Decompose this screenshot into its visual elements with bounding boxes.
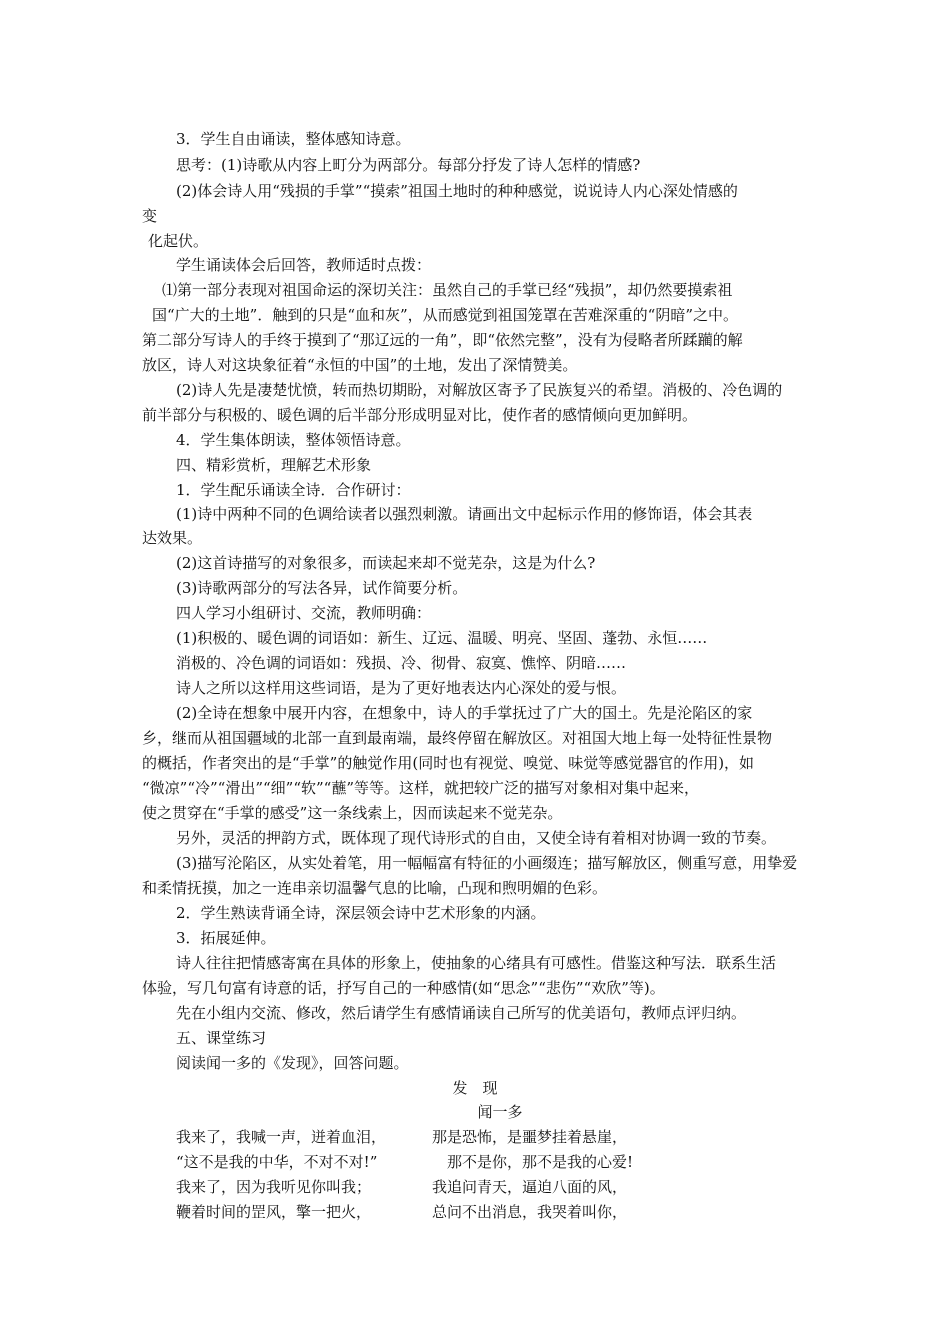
text-line: ⑴第一部分表现对祖国命运的深切关注：虽然自己的手掌已经“残损”，却仍然要摸索祖 [162,281,733,299]
text-line: (3)描写沦陷区，从实处着笔，用一幅幅富有特征的小画缀连；描写解放区，侧重写意，用挚爱 [176,854,798,872]
text-line: “微凉”“冷”“滑出”“细”“软”“蘸”等等。这样，就把较广泛的描写对象相对集中起来， [142,779,700,797]
text-line: 变 [142,207,158,225]
poem-title: 发 现 [452,1079,498,1097]
text-line: 体验，写几句富有诗意的话，抒写自己的一种感情(如“思念”“悲伤”“欢欣”等)。 [142,979,665,997]
text-line: 3．拓展延伸。 [176,929,276,947]
text-line: 放区，诗人对这块象征着“永恒的中国”的土地，发出了深情赞美。 [142,356,578,374]
section-heading: 五、课堂练习 [176,1029,267,1047]
text-line: 先在小组内交流、修改，然后请学生有感情诵读自己所写的优美语句，教师点评归纳。 [176,1004,747,1022]
poem-line-right: 那是恐怖，是噩梦挂着悬崖， [432,1128,628,1146]
text-line: (1)诗中两种不同的色调给读者以强烈刺激。请画出文中起标示作用的修饰语，体会其表 [176,505,753,523]
text-line: 第二部分写诗人的手终于摸到了“那辽远的一角”，即“依然完整”，没有为侵略者所蹂躏的解 [142,331,743,349]
text-line: (2)这首诗描写的对象很多，而读起来却不觉芜杂，这是为什么? [176,554,596,572]
text-line: (3)诗歌两部分的写法各异，试作简要分析。 [176,579,468,597]
text-line: 4．学生集体朗读，整体领悟诗意。 [176,431,411,449]
text-line: 诗人往往把情感寄寓在具体的形象上，使抽象的心绪具有可感性。借鉴这种写法．联系生活 [176,954,777,972]
text-line: 诗人之所以这样用这些词语，是为了更好地表达内心深处的爱与恨。 [176,679,627,697]
text-line: 四人学习小组研讨、交流，教师明确： [176,604,432,622]
poem-line-left: 我来了，因为我听见你叫我； [176,1178,372,1196]
text-line: 学生诵读体会后回答，教师适时点拨： [176,256,432,274]
text-line: (2)体会诗人用“残损的手掌”“摸索”祖国土地时的种种感觉，说说诗人内心深处情感的 [176,182,738,200]
poem-line-right: 总问不出消息，我哭着叫你， [432,1203,628,1221]
poem-line-right: 我追问青天，逼迫八面的风， [432,1178,628,1196]
text-line: 2．学生熟读背诵全诗，深层领会诗中艺术形象的内涵。 [176,904,546,922]
text-line: (2)诗人先是凄楚忧愤，转而热切期盼，对解放区寄予了民族复兴的希望。消极的、冷色调的 [176,381,783,399]
text-line: 和柔情抚摸，加之一连串亲切温馨气息的比喻，凸现和煦明媚的色彩。 [142,879,608,897]
text-line: 3．学生自由诵读，整体感知诗意。 [176,130,411,148]
text-line: (2)全诗在想象中展开内容，在想象中，诗人的手掌抚过了广大的国土。先是沦陷区的家 [176,704,753,722]
text-line: 另外，灵活的押韵方式，既体现了现代诗形式的自由，又使全诗有着相对协调一致的节奏。 [176,829,777,847]
text-line: 前半部分与积极的、暖色调的后半部分形成明显对比，使作者的感情倾向更加鲜明。 [142,406,698,424]
text-line: (1)积极的、暖色调的词语如：新生、辽远、温暖、明亮、坚固、蓬勃、永恒…… [176,629,708,647]
text-line: 思考：(1)诗歌从内容上町分为两部分。每部分抒发了诗人怎样的情感? [176,156,641,174]
text-line: 阅读闻一多的《发现》，回答问题。 [176,1054,409,1072]
poem-author: 闻一多 [477,1103,523,1121]
text-line: 的概括，作者突出的是“手掌”的触觉作用(同时也有视觉、嗅觉、味觉等感觉器官的作用)，如 [142,754,755,772]
text-line: 使之贯穿在“手掌的感受”这一条线索上，因而读起来不觉芜杂。 [142,804,563,822]
poem-line-right: 那不是你，那不是我的心爱! [447,1153,634,1171]
text-line: 1．学生配乐诵读全诗．合作研讨： [176,481,411,499]
section-heading: 四、精彩赏析，理解艺术形象 [176,456,372,474]
text-line: 达效果。 [142,529,203,547]
text-line: 化起伏。 [148,232,209,250]
poem-line-left: 鞭着时间的罡风，擎一把火， [176,1203,372,1221]
text-line: 国“广大的土地”．触到的只是“血和灰”，从而感觉到祖国笼罩在苦难深重的“阴暗”之中。 [152,306,739,324]
poem-line-left: “这不是我的中华，不对不对!” [176,1153,378,1171]
poem-line-left: 我来了，我喊一声，迸着血泪， [176,1128,387,1146]
text-line: 乡，继而从祖国疆域的北部一直到最南端，最终停留在解放区。对祖国大地上每一处特征性景物 [142,729,773,747]
text-line: 消极的、冷色调的词语如：残损、冷、彻骨、寂寞、憔悴、阴暗…… [176,654,627,672]
